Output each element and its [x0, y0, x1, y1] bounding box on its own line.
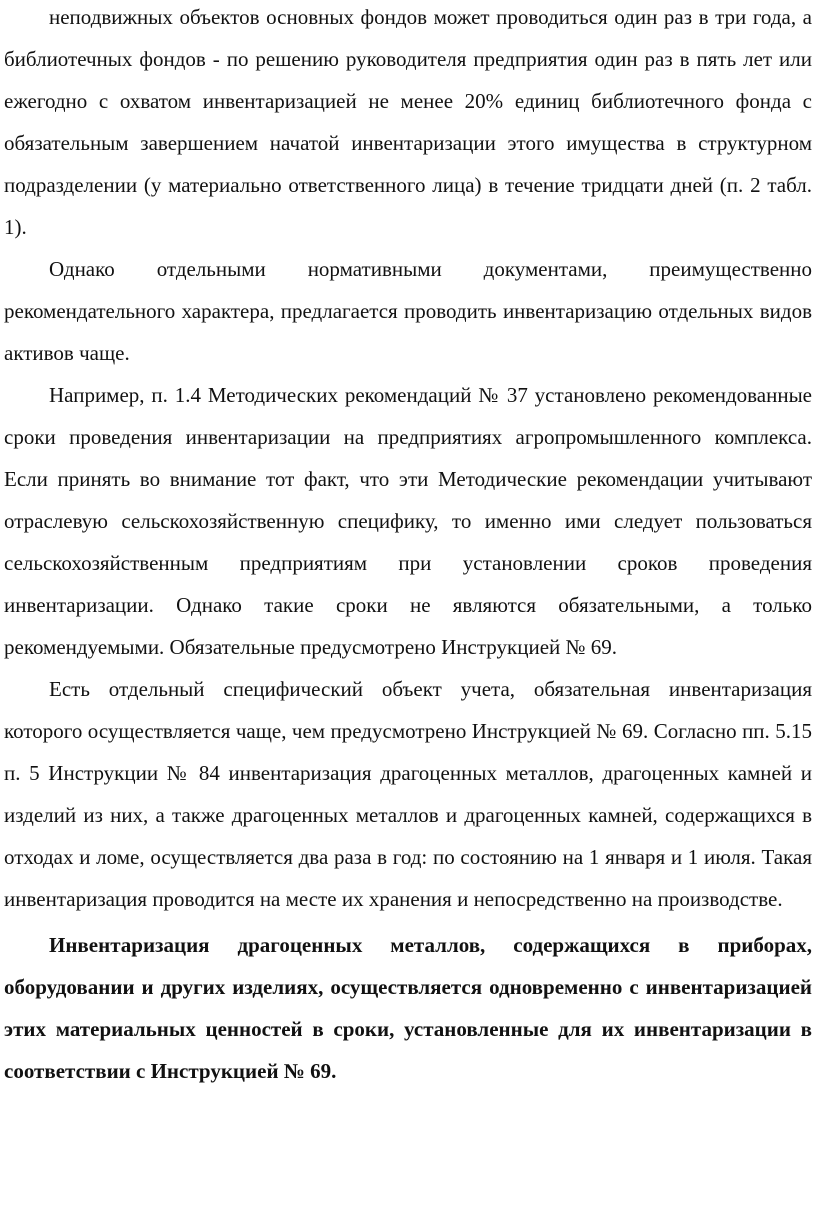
paragraph-bold-conclusion: Инвентаризация драгоценных металлов, содержащихся в приборах, оборудовании и других изделиях, осуществляется одновременно с инвентаризацией этих материальных ценностей в сроки, установленные для их инвентаризации в соответствии с Инструкцией № 69. [4, 933, 812, 1083]
paragraph-precious-metals: Есть отдельный специфический объект учета, обязательная инвентаризация которого осуществляется чаще, чем предусмотрено Инструкцией № 69. Согласно пп. 5.15 п. 5 Инструкции № 84 инвентаризация драгоценных металлов, драгоценных камней и изделий из них, а также драгоценных металлов и драгоценных камней, содержащихся в отходах и ломе, осуществляется два раза в год: по состоянию на 1 января и 1 июля. Такая инвентаризация проводится на месте их хранения и непосредственно на производстве. [4, 677, 812, 911]
paragraph-methodical-recommendations: Например, п. 1.4 Методических рекомендаций № 37 установлено рекомендованные сроки проведения инвентаризации на предприятиях агропромышленного комплекса. Если принять во внимание тот факт, что эти Методические рекомендации учитывают отраслевую сельскохозяйственную специфику, то именно ими следует пользоваться сельскохозяйственным предприятиям при установлении сроков проведения инвентаризации. Однако такие сроки не являются обязательными, а только рекомендуемыми. Обязательные предусмотрено Инструкцией № 69. [4, 383, 812, 659]
paragraph-normative-documents: Однако отдельными нормативными документами, преимущественно рекомендательного характера, предлагается проводить инвентаризацию отдельных видов активов чаще. [4, 257, 812, 365]
paragraph-continuation: неподвижных объектов основных фондов может проводиться один раз в три года, а библиотечных фондов - по решению руководителя предприятия один раз в пять лет или ежегодно с охватом инвентаризацией не менее 20% единиц библиотечного фонда с обязательным завершением начатой инвентаризации этого имущества в структурном подразделении (у материально ответственного лица) в течение тридцати дней (п. 2 табл. 1). [4, 5, 812, 239]
